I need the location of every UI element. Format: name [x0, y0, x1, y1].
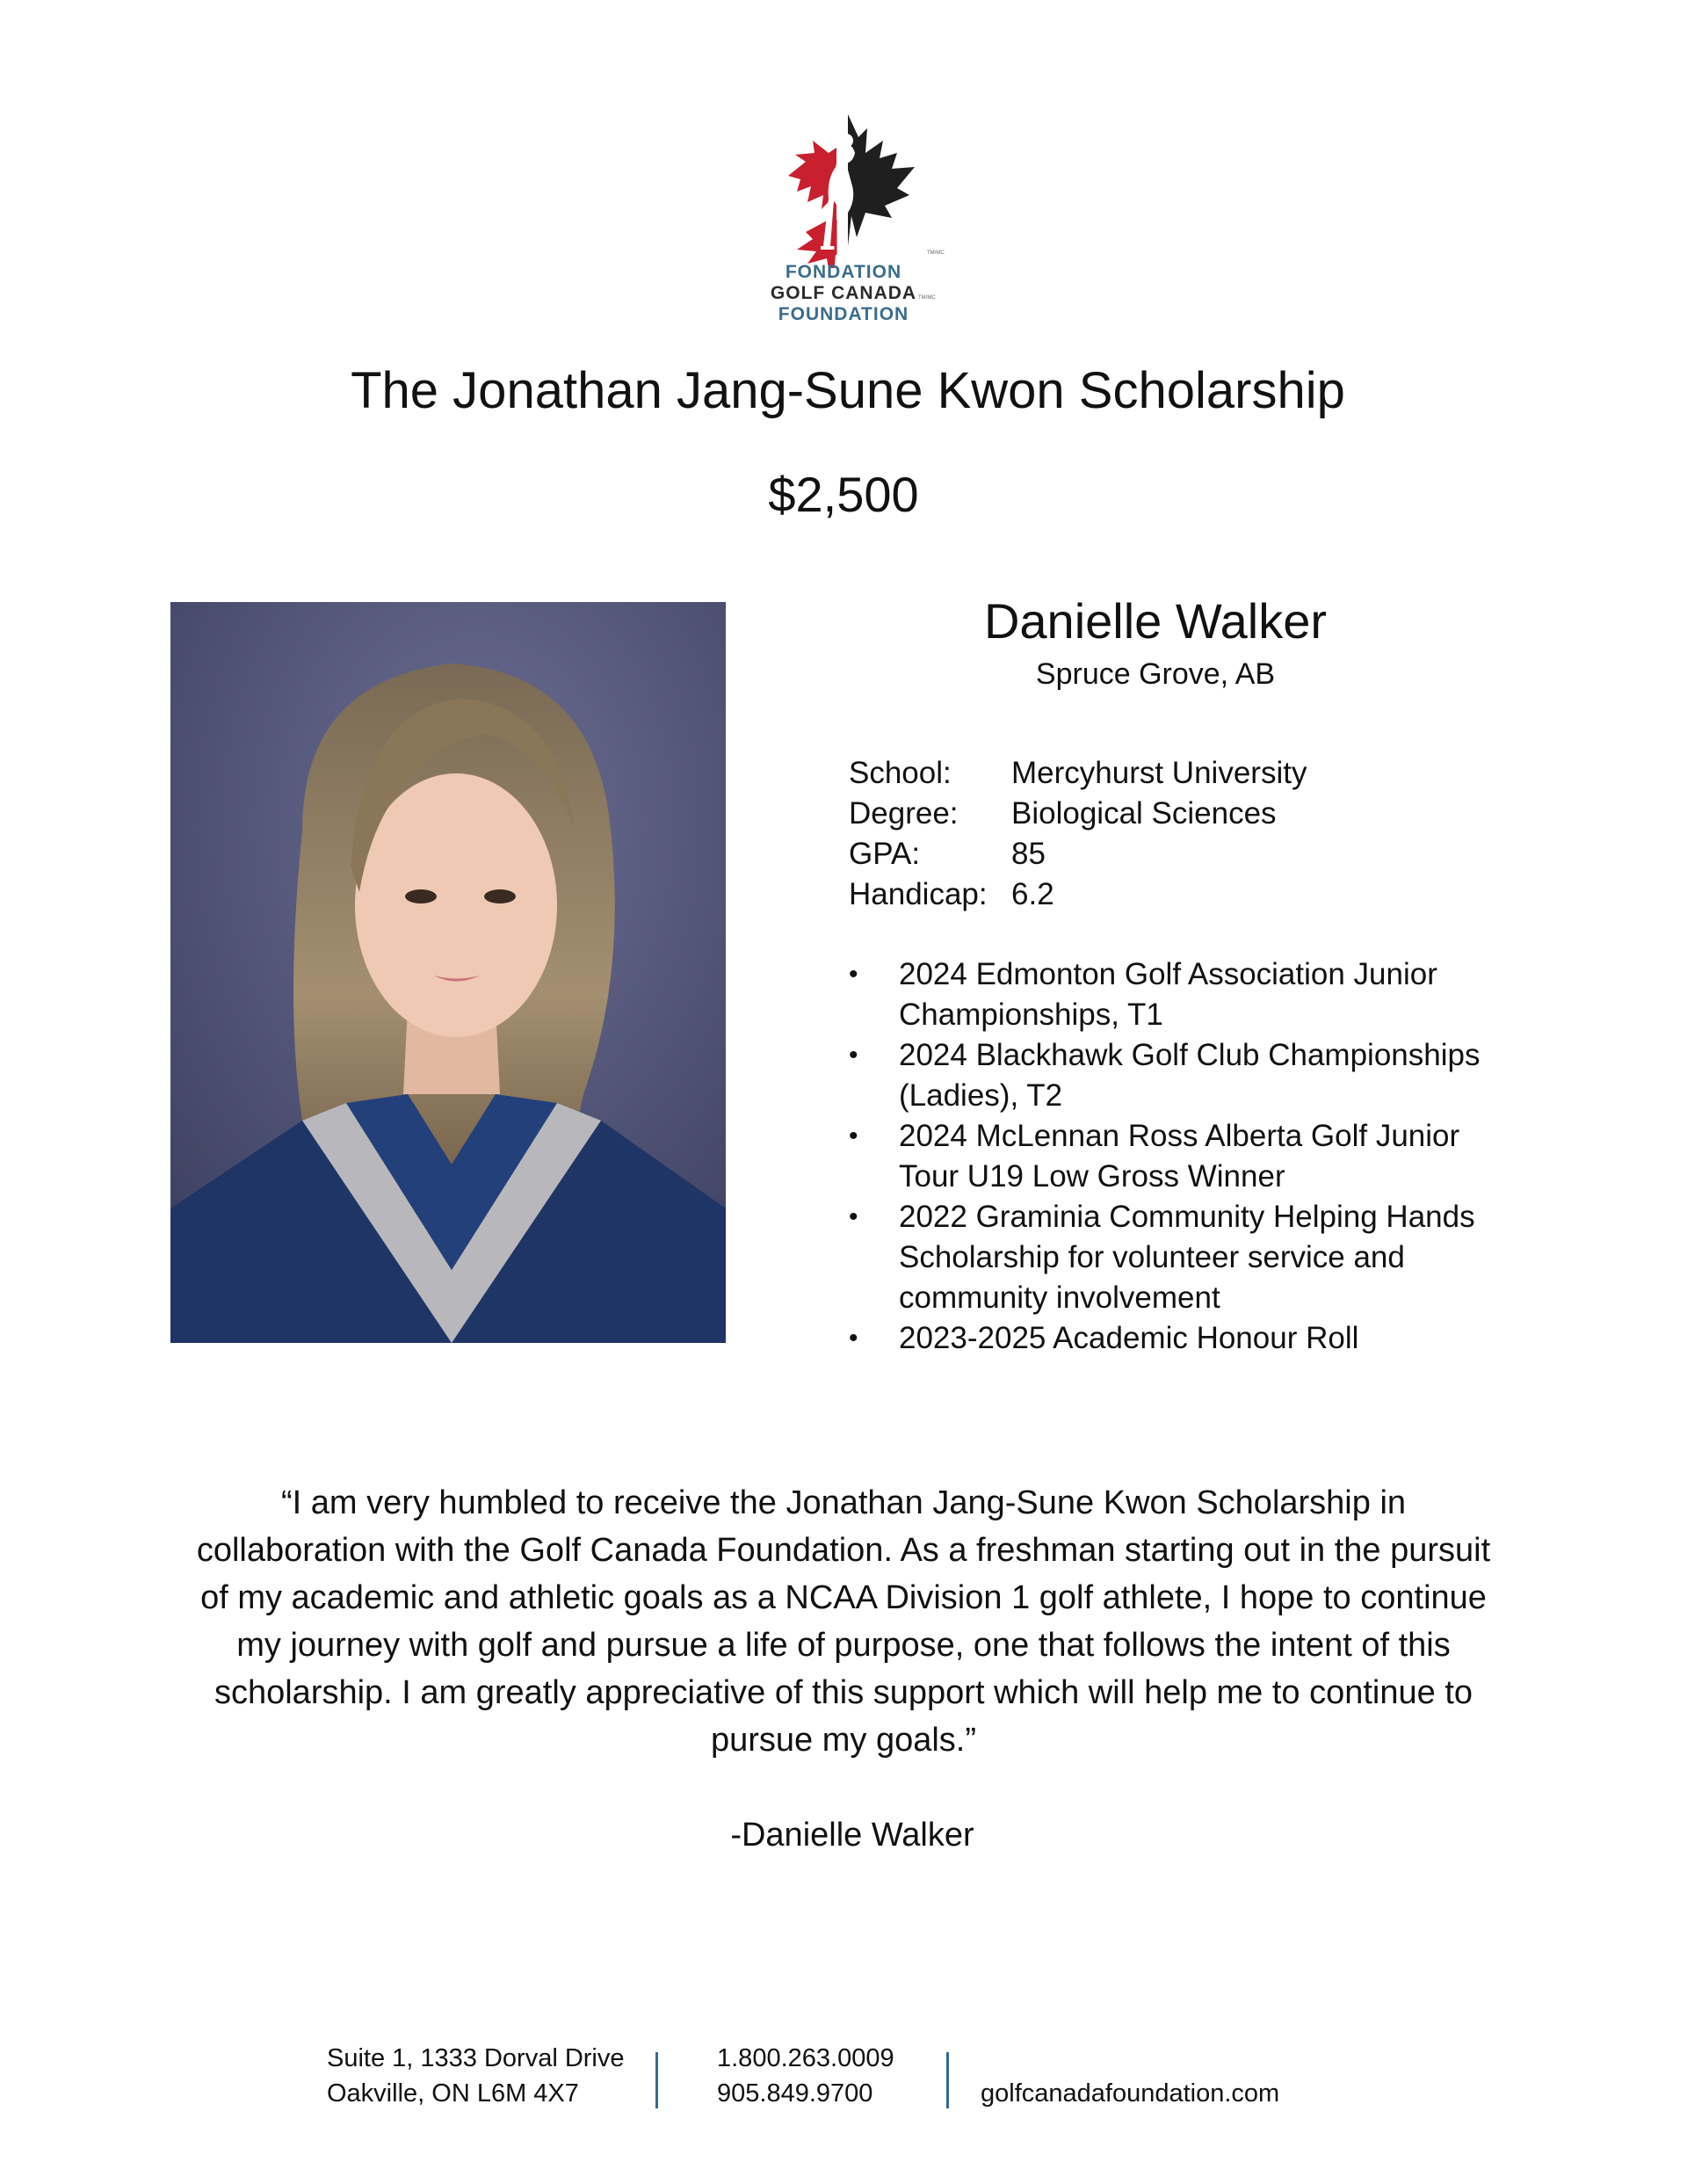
maple-leaf-golfer-icon [760, 114, 927, 268]
list-item [849, 1318, 1517, 1359]
achievement-text: 2024 Edmonton Golf Association Junior Championships, T1 [899, 957, 1437, 1032]
portrait-photo-icon [170, 602, 726, 1343]
achievement-text: 2024 McLennan Ross Alberta Golf Junior Tour U19 Low Gross Winner [899, 1119, 1460, 1194]
list-item [849, 1035, 1517, 1116]
detail-label-school: School: [849, 756, 952, 790]
detail-value-gpa: 85 [1011, 837, 1046, 871]
scholarship-amount: $2,500 [768, 467, 919, 522]
footer-address-line2: Oakville, ON L6M 4X7 [327, 2079, 579, 2108]
bullet-icon: • [849, 1202, 858, 1231]
golf-canada-foundation-logo [751, 114, 945, 334]
list-item [849, 1197, 1517, 1318]
recipient-quote: “I am very humbled to receive the Jonathan Jang-Sune Kwon Scholarship in collaboration with the Golf Canada Foundation. As a freshman starting out in the pursuit of my academic and athletic goals as a NCAA Division 1 golf athlete, I hope to continue my journey with golf and pursue a life of purpose, one that follows the intent of this scholarship. I am greatly appreciative of this support which will help me to continue to pursue my goals.” [196, 1484, 1491, 1759]
detail-label-handicap: Handicap: [849, 877, 988, 911]
achievement-text: 2022 Graminia Community Helping Hands Scholarship for volunteer service and community involvement [899, 1200, 1475, 1315]
bullet-icon: • [849, 1041, 858, 1070]
footer-phone-tollfree: 1.800.263.0009 [717, 2044, 894, 2072]
scholarship-title: The Jonathan Jang-Sune Kwon Scholarship [351, 362, 1345, 419]
bullet-icon: • [849, 960, 858, 989]
achievement-text: 2024 Blackhawk Golf Club Championships (Ladies), T2 [899, 1038, 1481, 1113]
detail-value-school: Mercyhurst University [1011, 756, 1307, 790]
detail-value-degree: Biological Sciences [1011, 796, 1277, 831]
achievements-list [849, 954, 1517, 1359]
quote-signature: -Danielle Walker [730, 1817, 974, 1854]
recipient-name: Danielle Walker [983, 593, 1328, 649]
bullet-icon: • [849, 1324, 858, 1353]
achievement-text: 2023-2025 Academic Honour Roll [899, 1321, 1359, 1355]
logo-text-foundation: FOUNDATION [778, 304, 909, 324]
footer-phone-local: 905.849.9700 [717, 2079, 873, 2108]
bullet-icon: • [849, 1121, 858, 1150]
recipient-location: Spruce Grove, AB [1035, 657, 1276, 691]
recipient-photo [170, 602, 726, 1343]
footer-divider [946, 2052, 949, 2108]
list-item [849, 954, 1517, 1035]
footer-address-line1: Suite 1, 1333 Dorval Drive [327, 2044, 625, 2072]
footer-divider [655, 2052, 658, 2108]
logo-trademark: TM/MC [927, 250, 945, 256]
detail-label-degree: Degree: [849, 796, 959, 831]
detail-value-handicap: 6.2 [1011, 877, 1054, 911]
list-item [849, 1116, 1517, 1197]
logo-trademark: TM/MC [918, 295, 936, 301]
logo-text-fondation: FONDATION [785, 262, 902, 282]
detail-label-gpa: GPA: [849, 837, 921, 871]
footer-website-link[interactable]: golfcanadafoundation.com [981, 2079, 1280, 2108]
logo-text-golf-canada: GOLF CANADA [770, 283, 917, 303]
